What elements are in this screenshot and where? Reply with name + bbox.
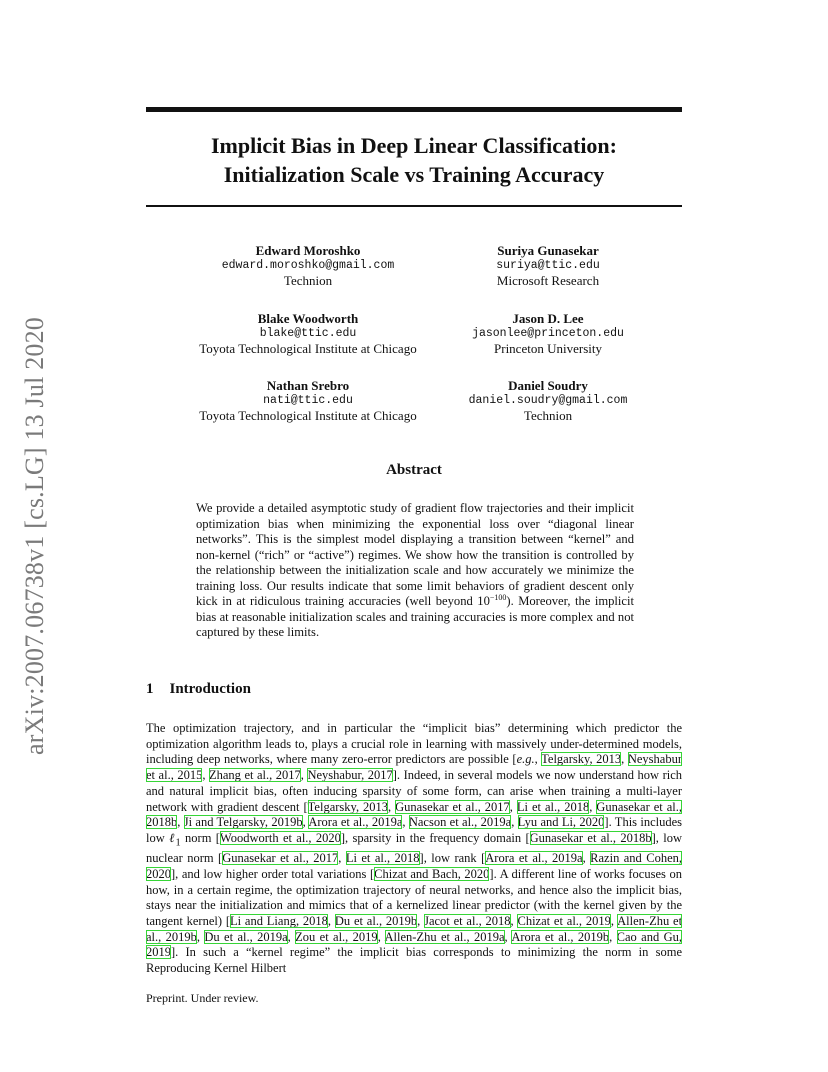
title-rule-bottom <box>146 205 682 207</box>
author-email: edward.moroshko@gmail.com <box>221 259 395 272</box>
citation-link[interactable]: Gunasekar et al., 2017 <box>222 851 339 866</box>
citation-link[interactable]: Neyshabur et al., 2015 <box>146 752 682 783</box>
citation-link[interactable]: Zhang et al., 2017 <box>209 768 301 783</box>
title-line-2: Initialization Scale vs Training Accuracy <box>223 162 605 187</box>
citation-link[interactable]: Woodworth et al., 2020 <box>219 830 341 845</box>
author-block <box>434 243 662 288</box>
intro-text: , <box>327 913 335 928</box>
citation-link[interactable]: Allen-Zhu et al., 2019b <box>146 913 683 944</box>
author-block <box>180 243 436 288</box>
intro-text: , <box>177 815 184 830</box>
math-subscript: 1 <box>175 837 181 849</box>
citation-link[interactable]: Nacson et al., 2019a <box>408 815 512 830</box>
author-email: nati@ttic.edu <box>263 394 353 407</box>
citation-link[interactable]: Lyu and Li, 2020 <box>517 815 605 830</box>
intro-text: , <box>510 913 518 928</box>
intro-text: , <box>509 799 517 814</box>
intro-text: ]. This includes low <box>146 815 683 845</box>
author-name: Suriya Gunasekar <box>497 243 599 258</box>
citation-link[interactable]: Arora et al., 2019a <box>308 815 403 830</box>
author-name: Jason D. Lee <box>512 311 584 326</box>
author-block <box>434 378 662 423</box>
intro-text: , <box>300 768 308 783</box>
citation-link[interactable]: Arora et al., 2019b <box>511 929 610 944</box>
intro-text: , <box>511 815 518 830</box>
author-block <box>434 311 662 356</box>
author-name: Daniel Soudry <box>508 378 588 393</box>
author-affiliation: Microsoft Research <box>496 273 600 288</box>
citation-link[interactable]: Gunasekar et al., 2018b <box>529 830 652 845</box>
italic-text: e.g. <box>516 752 535 767</box>
intro-text: , <box>621 752 628 767</box>
citation-link[interactable]: Gunasekar et al., 2017 <box>395 799 510 814</box>
title-line-1: Implicit Bias in Deep Linear Classification: <box>211 133 617 158</box>
intro-text: The optimization trajectory, and in particular the “implicit bias” determining which predictor the optimization algorithm leads to, plays a crucial role in learning with massively under-determined models, including deep networks, where many zero-error predictors are possible [ <box>146 721 682 767</box>
intro-text: norm [ <box>180 830 220 845</box>
intro-text: ], and low higher order total variations [ <box>171 866 375 881</box>
author-block <box>180 378 436 423</box>
footer-note: Preprint. Under review. <box>146 991 259 1005</box>
paper-title <box>146 131 682 189</box>
intro-text: ], low rank [ <box>419 851 486 866</box>
intro-text: , <box>302 815 309 830</box>
intro-text: ], low nuclear norm [ <box>146 830 682 866</box>
abstract-text <box>196 501 634 641</box>
italic-text: ℓ <box>169 830 176 845</box>
citation-link[interactable]: Telgarsky, 2013 <box>541 752 622 767</box>
author-affiliation: Toyota Technological Institute at Chicago <box>199 341 417 356</box>
citation-link[interactable]: Jacot et al., 2018 <box>424 913 511 928</box>
intro-text: , <box>610 913 618 928</box>
citation-link[interactable]: Allen-Zhu et al., 2019a <box>384 929 505 944</box>
author-email: daniel.soudry@gmail.com <box>468 394 628 407</box>
citation-link[interactable]: Razin and Cohen, 2020 <box>146 851 682 881</box>
intro-text: ], sparsity in the frequency domain [ <box>340 830 530 845</box>
intro-text: ]. Indeed, in several models we now understand how rich and natural implicit bias, often inducing sparsity of some form, can arise when training a multi-layer network with gradient descent [ <box>146 768 683 814</box>
intro-text: , <box>287 929 296 944</box>
citation-link[interactable]: Telgarsky, 2013 <box>307 799 389 814</box>
intro-text: , <box>582 851 591 866</box>
arxiv-stamp: arXiv:2007.06738v1 [cs.LG] 13 Jul 2020 <box>20 317 49 755</box>
abstract-heading: Abstract <box>386 462 442 478</box>
citation-link[interactable]: Li et al., 2018 <box>516 799 590 814</box>
intro-paragraph <box>146 721 682 977</box>
intro-text: , <box>388 799 396 814</box>
intro-text: ]. In such a “kernel regime” the implicit bias corresponds to minimizing the norm in some Reproducing Kernel Hilbert <box>146 945 682 976</box>
citation-link[interactable]: Cao and Gu, 2019 <box>146 929 682 960</box>
intro-text: , <box>338 851 346 866</box>
author-affiliation: Toyota Technological Institute at Chicago <box>199 408 417 423</box>
author-email: blake@ttic.edu <box>259 327 357 340</box>
citation-link[interactable]: Neyshabur, 2017 <box>307 768 393 783</box>
intro-text: , <box>534 752 542 767</box>
author-affiliation: Technion <box>523 408 573 423</box>
author-email: jasonlee@princeton.edu <box>472 327 624 340</box>
intro-text: , <box>609 929 617 944</box>
intro-text: , <box>589 799 597 814</box>
section-title: Introduction <box>169 681 251 697</box>
author-affiliation: Technion <box>283 273 333 288</box>
intro-text: , <box>504 929 512 944</box>
title-rule-top <box>146 107 682 112</box>
abstract-text-part: We provide a detailed asymptotic study of gradient flow trajectories and their implicit optimization bias when minimizing the exponential loss over “diagonal linear networks”. This is the simplest model displaying a transition between “kernel” and non-kernel (“rich” or “active”) regimes. We show how the transition is controlled by the relationship between the initialization scale and how accurately we minimize the training loss. Our results indicate that some limit behaviors of gradient descent only kick in at ridiculous training accuracies (well beyond <box>196 501 634 608</box>
citation-link[interactable]: Chizat and Bach, 2020 <box>374 866 490 881</box>
author-name: Nathan Srebro <box>266 378 350 393</box>
intro-text: , <box>196 929 205 944</box>
intro-text: , <box>377 929 385 944</box>
citation-link[interactable]: Gunasekar et al., 2018b <box>146 799 682 830</box>
author-block <box>180 311 436 356</box>
abstract-text-part: ). Moreover, the implicit bias at reasonable initialization scales and training accuracies is more complex and not captured by these limits. <box>196 594 634 639</box>
citation-link[interactable]: Li and Liang, 2018 <box>230 913 328 928</box>
section-number: 1 <box>146 681 154 697</box>
citation-link[interactable]: Arora et al., 2019a <box>485 851 583 866</box>
author-email: suriya@ttic.edu <box>496 259 600 272</box>
citation-link[interactable]: Du et al., 2019a <box>204 929 288 944</box>
citation-link[interactable]: Zou et al., 2019 <box>295 929 378 944</box>
author-name: Edward Moroshko <box>255 243 361 258</box>
author-name: Blake Woodworth <box>257 311 359 326</box>
intro-text: , <box>417 913 425 928</box>
citation-link[interactable]: Du et al., 2019b <box>334 913 418 928</box>
intro-text: ]. A different line of works focuses on how, in a certain regime, the optimization trajectory of neural networks, and hence also the implicit bias, stays near the initialization and mimics that of a kernelized linear predictor (with the kernel given by the tangent kernel) [ <box>146 866 682 928</box>
section-heading <box>146 681 251 698</box>
intro-text: , <box>402 815 409 830</box>
abstract-math-base: 10 <box>477 594 490 608</box>
citation-link[interactable]: Chizat et al., 2019 <box>517 913 611 928</box>
intro-text: , <box>202 768 209 783</box>
citation-link[interactable]: Li et al., 2018 <box>345 851 420 866</box>
abstract-math-exponent: −100 <box>489 593 507 602</box>
citation-link[interactable]: Ji and Telgarsky, 2019b <box>183 815 303 830</box>
author-affiliation: Princeton University <box>494 341 602 356</box>
